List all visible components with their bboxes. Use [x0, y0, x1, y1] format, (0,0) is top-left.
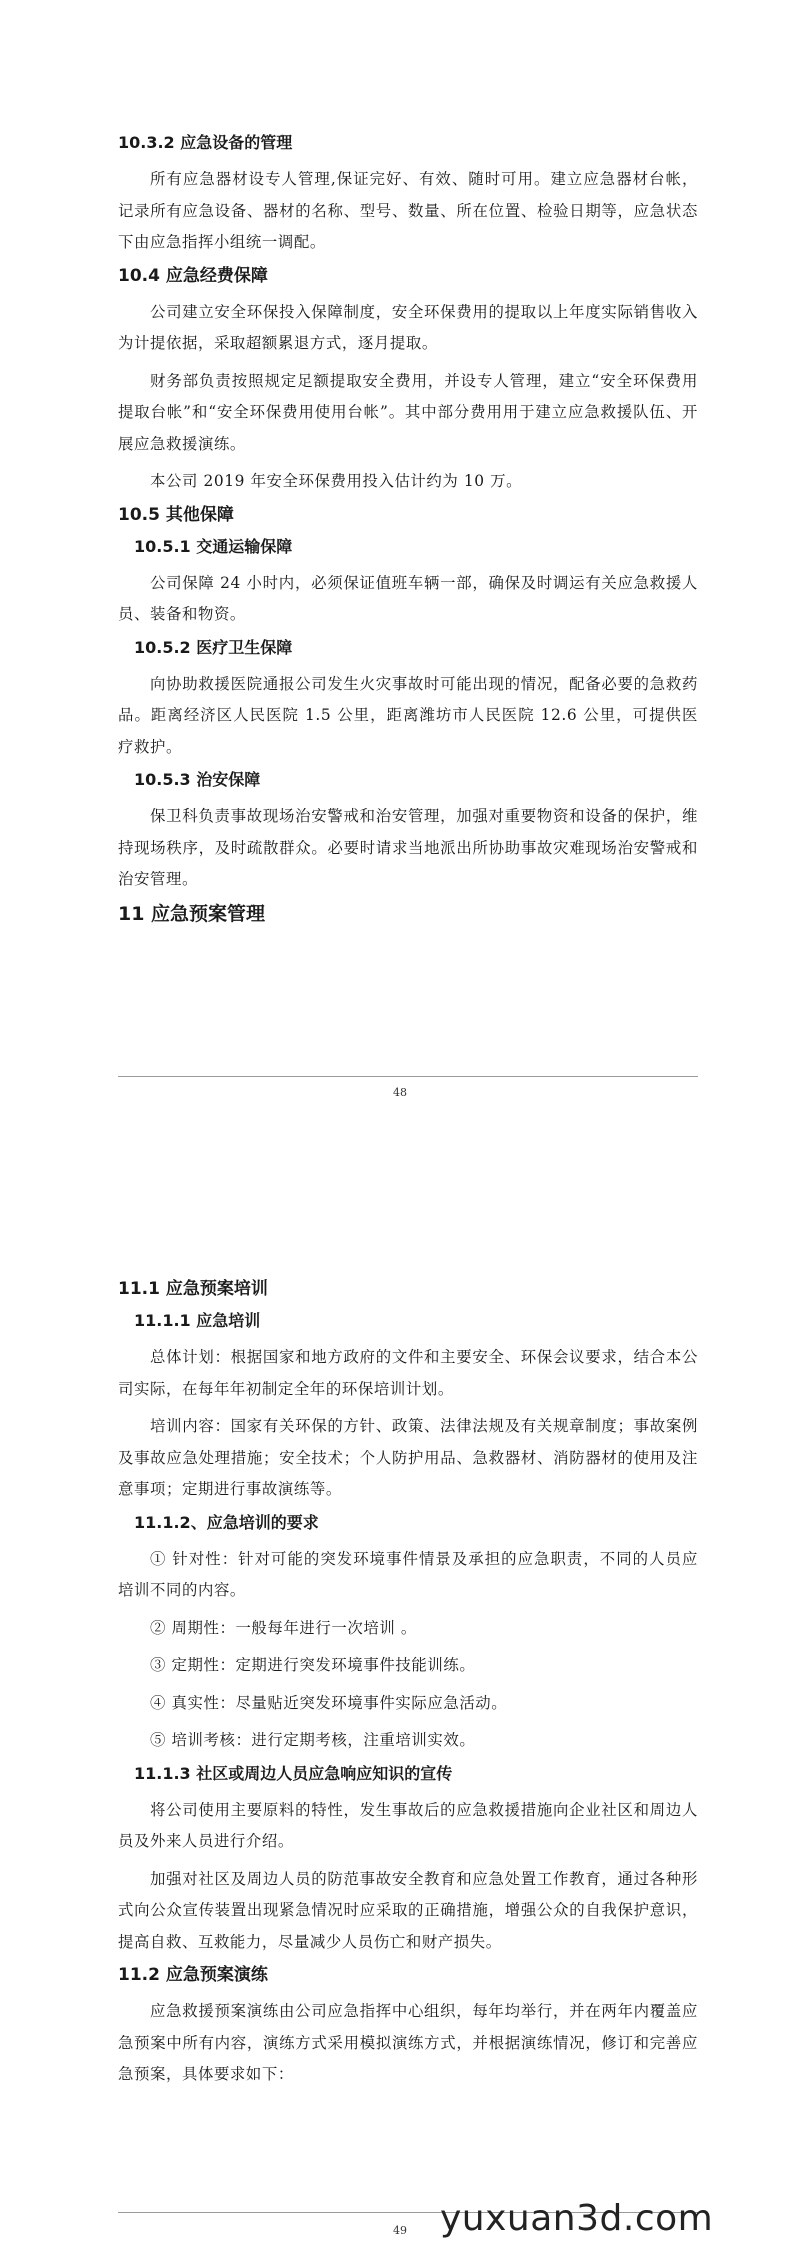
watermark: yuxuan3d.com [440, 2198, 714, 2239]
page-49 [0, 1126, 800, 2253]
paragraph: 公司建立安全环保投入保障制度，安全环保费用的提取以上年度实际销售收入为计提依据，采取超额累退方式，逐月提取。 [118, 302, 698, 352]
paragraph: 培训内容：国家有关环保的方针、政策、法律法规及有关规章制度；事故案例及事故应急处理措施；安全技术；个人防护用品、急救器材、消防器材的使用及注意事项；定期进行事故演练等。 [118, 1417, 698, 1498]
page-48-content [118, 128, 698, 936]
paragraph: 应急救援预案演练由公司应急指挥中心组织，每年均举行，并在两年内覆盖应急预案中所有内容，演练方式采用模拟演练方式，并根据演练情况，修订和完善应急预案，具体要求如下： [118, 2002, 698, 2083]
paragraph: 总体计划：根据国家和地方政府的文件和主要安全、环保会议要求，结合本公司实际，在每年年初制定全年的环保培训计划。 [118, 1348, 698, 1398]
page-48 [0, 0, 800, 1126]
list-item: ③ 定期性：定期进行突发环境事件技能训练。 [150, 1656, 476, 1674]
footer-divider [118, 1076, 698, 1077]
page-49-content [118, 1274, 698, 2097]
paragraph: 向协助救援医院通报公司发生火灾事故时可能出现的情况，配备必要的急救药品。距离经济区人民医院 1.5 公里，距离潍坊市人民医院 12.6 公里，可提供医疗救护。 [118, 674, 698, 756]
paragraph: 加强对社区及周边人员的防范事故安全教育和应急处置工作教育，通过各种形式向公众宣传装置出现紧急情况时应采取的正确措施，增强公众的自我保护意识，提高自救、互救能力，尽量减少人员伤亡和财产损失。 [118, 1869, 698, 1951]
heading-11: 11 应急预案管理 [118, 902, 266, 925]
paragraph: 公司保障 24 小时内，必须保证值班车辆一部，确保及时调运有关应急救援人员、装备和物资。 [118, 573, 698, 623]
page-number: 48 [393, 1086, 407, 1099]
heading-11-1-3: 11.1.3 社区或周边人员应急响应知识的宣传 [134, 1763, 453, 1783]
list-item: ⑤ 培训考核：进行定期考核，注重培训实效。 [150, 1731, 476, 1749]
paragraph: 保卫科负责事故现场治安警戒和治安管理，加强对重要物资和设备的保护，维持现场秩序，及时疏散群众。必要时请求当地派出所协助事故灾难现场治安警戒和治安管理。 [118, 807, 698, 888]
heading-10-3-2: 10.3.2 应急设备的管理 [118, 133, 293, 152]
heading-11-1-1: 11.1.1 应急培训 [134, 1311, 261, 1330]
heading-10-5-3: 10.5.3 治安保障 [134, 770, 261, 789]
paragraph: 所有应急器材设专人管理,保证完好、有效、随时可用。建立应急器材台帐，记录所有应急设备、器材的名称、型号、数量、所在位置、检验日期等，应急状态下由应急指挥小组统一调配。 [118, 170, 698, 251]
paragraph: 本公司 2019 年安全环保费用投入估计约为 10 万。 [150, 472, 523, 490]
paragraph: 财务部负责按照规定足额提取安全费用，并设专人管理，建立“安全环保费用提取台帐”和“安全环保费用使用台帐”。其中部分费用用于建立应急救援队伍、开展应急救援演练。 [118, 371, 698, 453]
list-item: ② 周期性：一般每年进行一次培训 。 [150, 1618, 417, 1637]
list-item: ④ 真实性：尽量贴近突发环境事件实际应急活动。 [150, 1693, 508, 1712]
heading-11-1: 11.1 应急预案培训 [118, 1279, 268, 1299]
page-number: 49 [393, 2224, 407, 2237]
heading-10-5: 10.5 其他保障 [118, 504, 234, 525]
heading-10-4: 10.4 应急经费保障 [118, 265, 268, 286]
heading-11-2: 11.2 应急预案演练 [118, 1965, 268, 1985]
heading-10-5-2: 10.5.2 医疗卫生保障 [134, 637, 293, 657]
list-item: ① 针对性：针对可能的突发环境事件情景及承担的应急职责，不同的人员应培训不同的内容。 [118, 1549, 698, 1599]
heading-10-5-1: 10.5.1 交通运输保障 [134, 536, 293, 556]
paragraph: 将公司使用主要原料的特性，发生事故后的应急救援措施向企业社区和周边人员及外来人员进行介绍。 [118, 1800, 698, 1850]
heading-11-1-2: 11.1.2、应急培训的要求 [134, 1512, 319, 1532]
